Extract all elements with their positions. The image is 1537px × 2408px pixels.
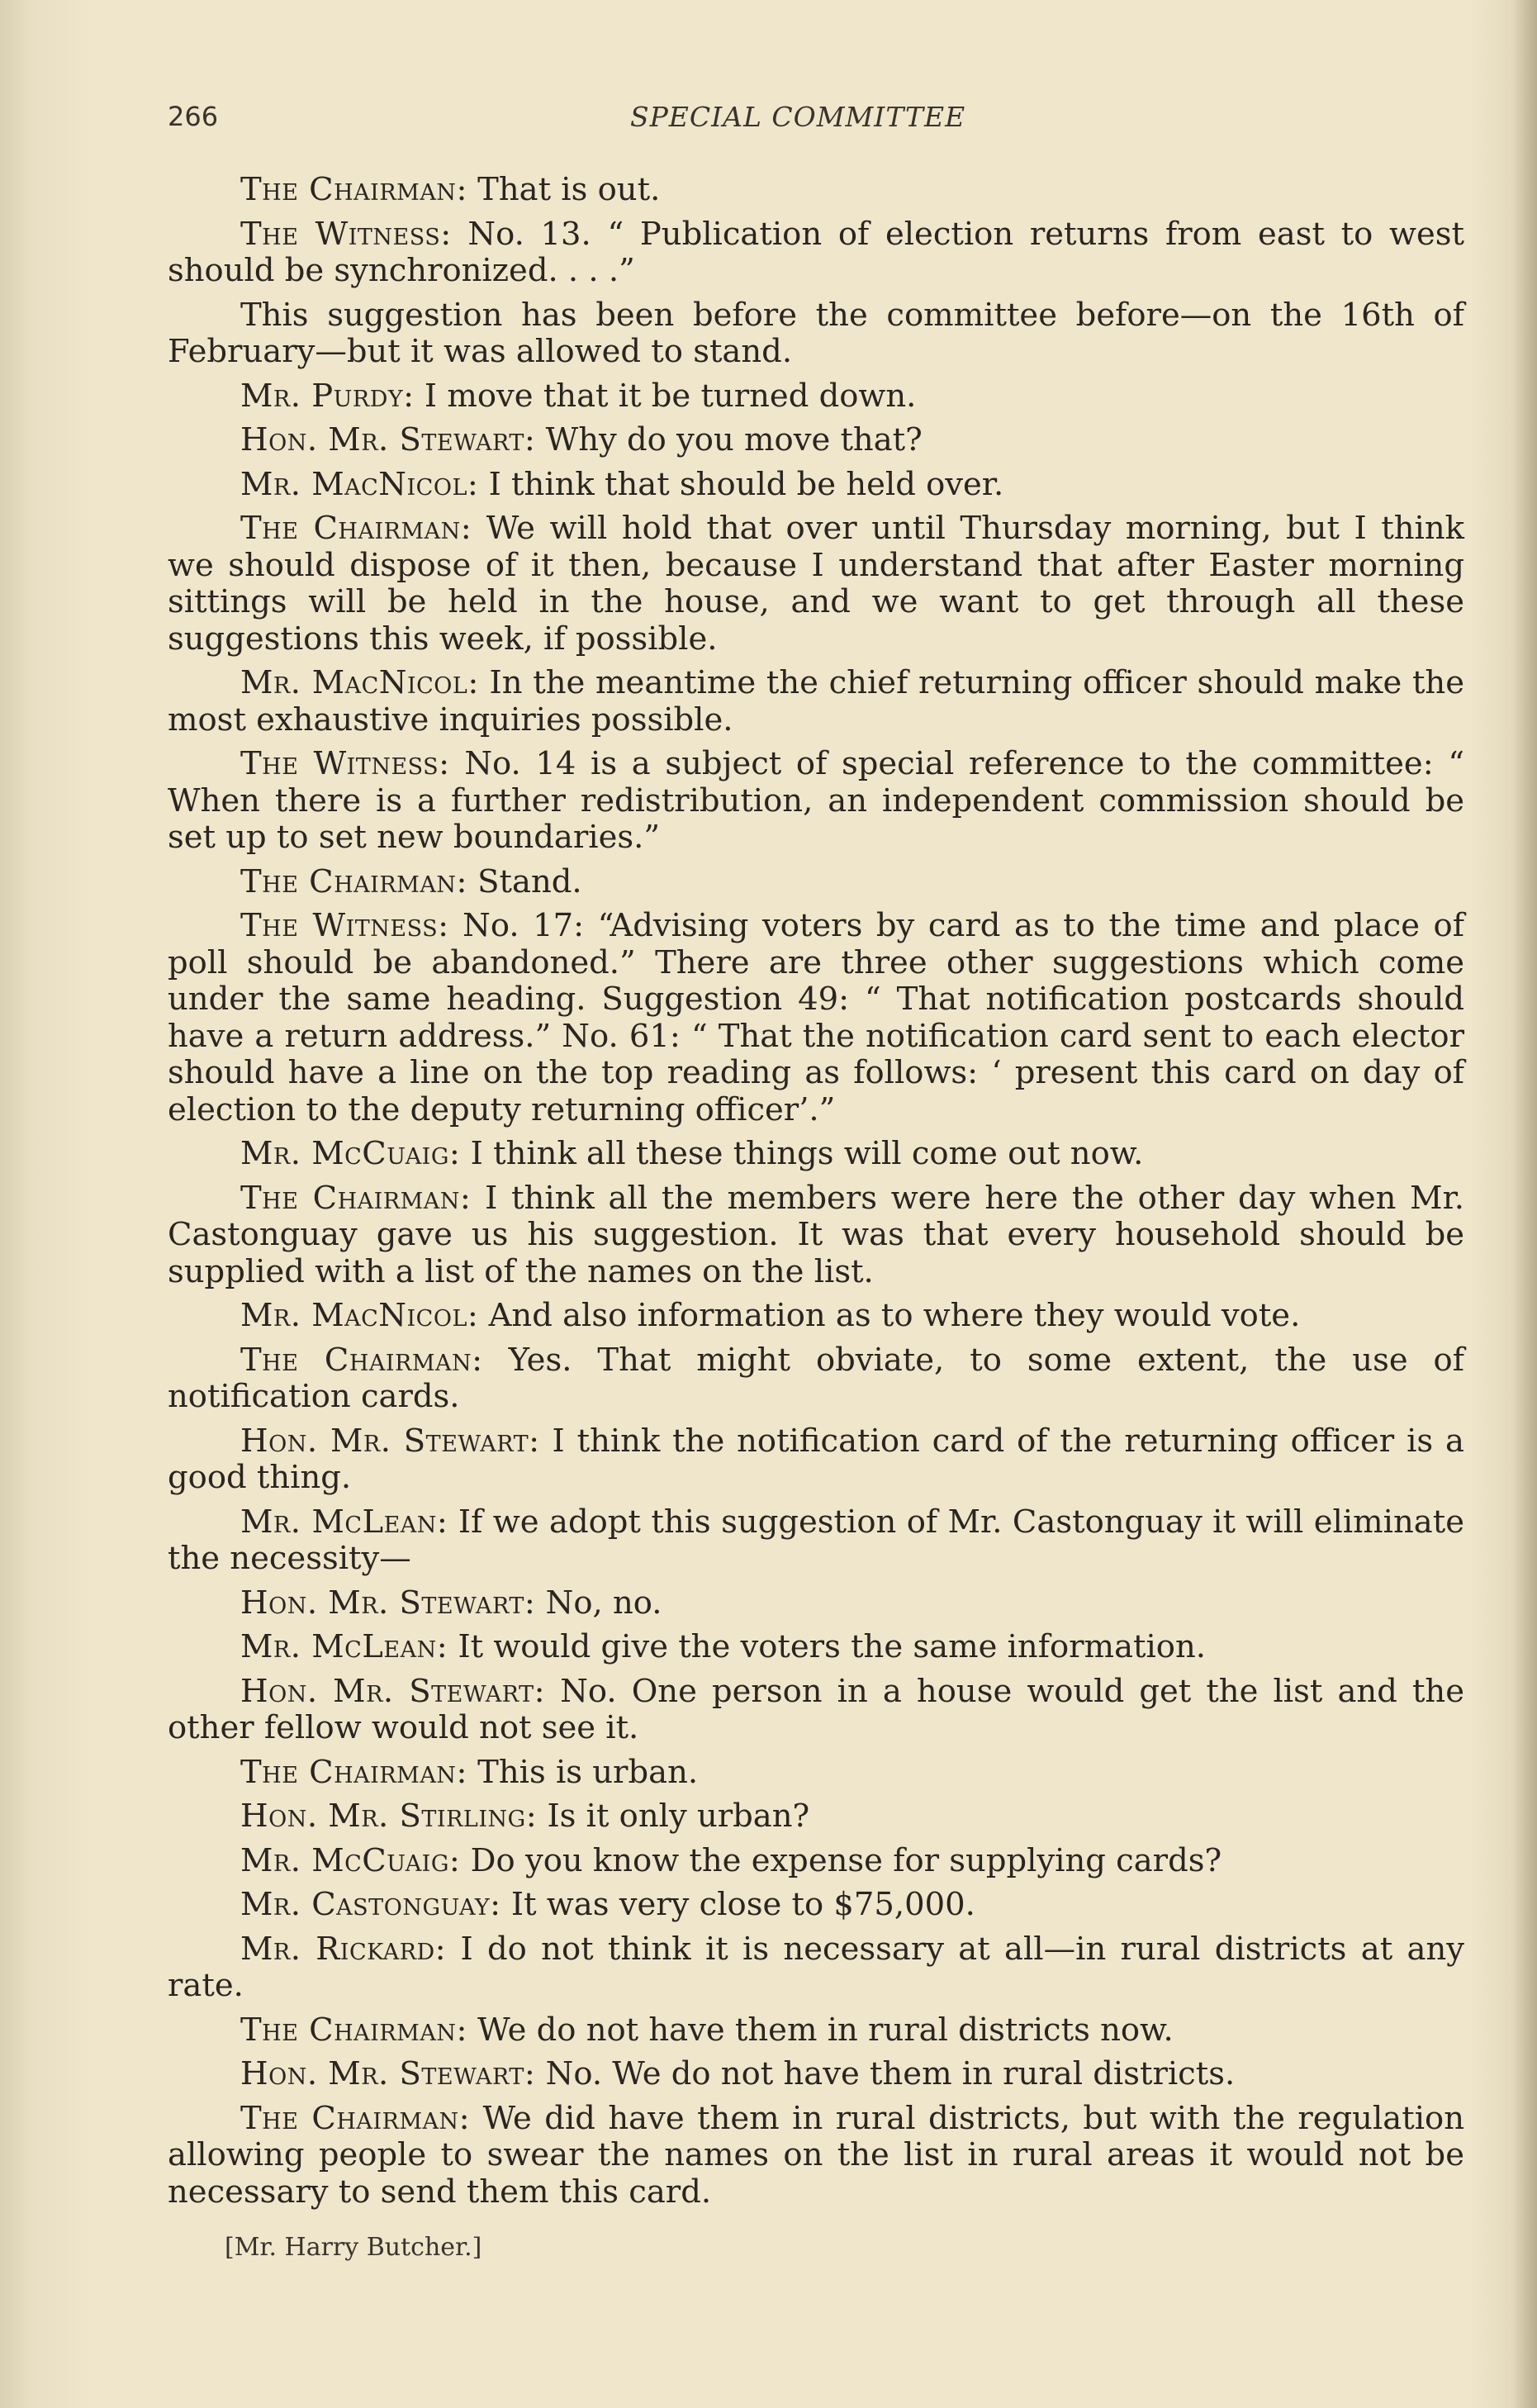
speech-text: It was very close to $75,000. bbox=[510, 1886, 975, 1923]
speech-text: I think all the members were here the other day when Mr. Castonguay gave us his suggestion. It was that every household should be supplied with a list of the names on the list. bbox=[168, 1179, 1464, 1290]
speech-text: Is it only urban? bbox=[547, 1798, 810, 1835]
speaker: The Chairman: bbox=[240, 2099, 471, 2137]
speaker: Mr. MacNicol: bbox=[240, 1297, 479, 1334]
paragraph bbox=[168, 1504, 1464, 1578]
speaker: The Chairman: bbox=[240, 1341, 483, 1379]
speaker: Mr. McLean: bbox=[240, 1628, 448, 1665]
speech-text: No. 17: “Advising voters by card as to the time and place of poll should be abandoned.” There are three other suggestions which come under the same heading. Suggestion 49: “ That notification postcards should have a return address.” No. 61: “ That the notification card sent to each elector should have a line on the top reading as follows: ‘ present this card on day of election to the deputy returning officer’.” bbox=[168, 907, 1464, 1128]
speech-text: I think that should be held over. bbox=[488, 465, 1004, 503]
paragraph bbox=[168, 864, 1464, 901]
speech-text: We will hold that over until Thursday morning, but I think we should dispose of it then, because I understand that after Easter morning sittings will be held in the house, and we want to get through all these suggestions this week, if possible. bbox=[168, 510, 1464, 658]
speech-text: Stand. bbox=[477, 862, 582, 900]
speech-text: Why do you move that? bbox=[545, 421, 923, 458]
paragraph bbox=[168, 297, 1464, 371]
paragraph bbox=[168, 172, 1464, 209]
page-number: 266 bbox=[168, 101, 219, 132]
speech-text: We did have them in rural districts, but with the regulation allowing people to swear the names on the list in rural areas it would not be necessary to send them this card. bbox=[168, 2099, 1464, 2211]
speech-text: This is urban. bbox=[477, 1753, 699, 1791]
footer-note: [Mr. Harry Butcher.] bbox=[225, 2233, 482, 2262]
transcript-body bbox=[168, 172, 1464, 2218]
speech-text: No. 13. “ Publication of election returns from east to west should be synchronized. . . .” bbox=[168, 215, 1464, 289]
speaker: The Chairman: bbox=[240, 1179, 472, 1217]
speech-text: I move that it be turned down. bbox=[424, 377, 917, 415]
speech-text: In the meantime the chief returning officer should make the most exhaustive inquiries possible. bbox=[168, 664, 1464, 739]
speech-text: This suggestion has been before the committee before—on the 16th of February—but it was allowed to stand. bbox=[168, 296, 1464, 370]
speech-text: No. We do not have them in rural districts. bbox=[545, 2055, 1236, 2092]
paragraph bbox=[168, 1180, 1464, 1291]
speaker: Mr. McCuaig: bbox=[240, 1841, 461, 1879]
speech-text: Do you know the expense for supplying cards? bbox=[470, 1841, 1222, 1879]
speech-text: That is out. bbox=[477, 171, 661, 208]
paragraph bbox=[168, 1342, 1464, 1416]
paragraph bbox=[168, 1298, 1464, 1335]
speaker: Hon. Mr. Stewart: bbox=[240, 1422, 540, 1460]
paragraph bbox=[168, 1585, 1464, 1622]
speech-text: It would give the voters the same information. bbox=[458, 1628, 1207, 1665]
speaker: The Chairman: bbox=[240, 171, 467, 208]
speaker: Mr. Castonguay: bbox=[240, 1886, 501, 1923]
paragraph bbox=[168, 746, 1464, 857]
speaker: The Witness: bbox=[240, 745, 450, 782]
paragraph bbox=[168, 1674, 1464, 1747]
speaker: Hon. Mr. Stewart: bbox=[240, 421, 536, 458]
paragraph bbox=[168, 1798, 1464, 1836]
paragraph bbox=[168, 2101, 1464, 2211]
paragraph bbox=[168, 1887, 1464, 1924]
speaker: Mr. McLean: bbox=[240, 1503, 448, 1541]
paragraph bbox=[168, 1136, 1464, 1173]
speech-text: Yes. That might obviate, to some extent, the use of notification cards. bbox=[168, 1341, 1464, 1415]
speaker: The Chairman: bbox=[240, 1753, 467, 1791]
paragraph bbox=[168, 378, 1464, 416]
speaker: Mr. McCuaig: bbox=[240, 1135, 461, 1172]
speech-text: If we adopt this suggestion of Mr. Castonguay it will eliminate the necessity— bbox=[168, 1503, 1464, 1577]
paragraph bbox=[168, 908, 1464, 1128]
speech-text: I do not think it is necessary at all—in rural districts at any rate. bbox=[168, 1930, 1464, 2004]
speech-text: We do not have them in rural districts now. bbox=[477, 2011, 1174, 2049]
speech-text: I think all these things will come out now. bbox=[470, 1135, 1144, 1172]
paragraph bbox=[168, 665, 1464, 739]
paragraph bbox=[168, 467, 1464, 504]
paragraph bbox=[168, 2056, 1464, 2093]
binding-shadow bbox=[1512, 0, 1537, 2408]
speaker: Hon. Mr. Stirling: bbox=[240, 1798, 538, 1835]
speaker: Mr. Purdy: bbox=[240, 377, 415, 415]
paragraph bbox=[168, 1931, 1464, 2005]
speech-text: No. One person in a house would get the list and the other fellow would not see it. bbox=[168, 1672, 1464, 1746]
page-header bbox=[168, 101, 1464, 142]
speaker: Hon. Mr. Stewart: bbox=[240, 1672, 546, 1710]
running-title: SPECIAL COMMITTEE bbox=[630, 101, 966, 133]
paragraph bbox=[168, 1843, 1464, 1880]
paragraph bbox=[168, 511, 1464, 658]
speech-text: No. 14 is a subject of special reference to the committee: “ When there is a further redistribution, an independent commission should be set up to set new boundaries.” bbox=[168, 745, 1465, 856]
speaker: Mr. Rickard: bbox=[240, 1930, 447, 1968]
speaker: Mr. MacNicol: bbox=[240, 465, 479, 503]
speaker: The Chairman: bbox=[240, 510, 472, 547]
speaker: The Chairman: bbox=[240, 2011, 467, 2049]
paragraph bbox=[168, 216, 1464, 290]
paragraph bbox=[168, 1423, 1464, 1497]
speaker: Hon. Mr. Stewart: bbox=[240, 2055, 536, 2092]
speaker: The Witness: bbox=[240, 215, 452, 253]
speaker: Mr. MacNicol: bbox=[240, 664, 479, 701]
paragraph bbox=[168, 2012, 1464, 2049]
speaker: The Witness: bbox=[240, 907, 449, 944]
speech-text: No, no. bbox=[545, 1584, 662, 1622]
paragraph bbox=[168, 422, 1464, 459]
speech-text: I think the notification card of the returning officer is a good thing. bbox=[168, 1422, 1464, 1496]
speaker: The Chairman: bbox=[240, 862, 467, 900]
paragraph bbox=[168, 1629, 1464, 1666]
speaker: Hon. Mr. Stewart: bbox=[240, 1584, 536, 1622]
paragraph bbox=[168, 1755, 1464, 1792]
speech-text: And also information as to where they would vote. bbox=[488, 1297, 1301, 1334]
